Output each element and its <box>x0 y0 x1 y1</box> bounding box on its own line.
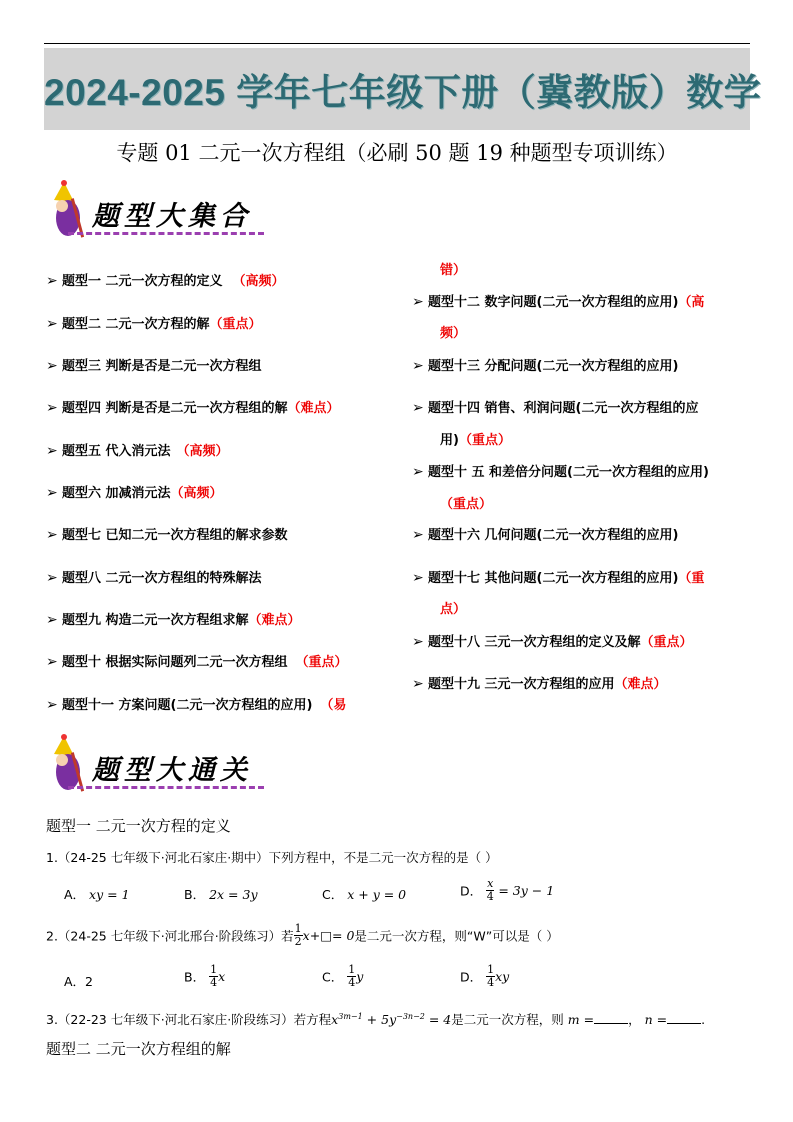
page-subtitle: 专题 01 二元一次方程组（必刷 50 题 19 种题型专项训练） <box>116 141 678 165</box>
list-item-continuation: （重点） <box>440 497 493 512</box>
list-item-continuation: 用)（重点） <box>440 433 511 448</box>
fraction: $\frac{1}{4}$ <box>487 963 495 989</box>
arrow-icon: ➢ <box>412 358 424 374</box>
option-d[interactable]: D． $\frac{x}{4}$ = 3y − 1 <box>460 877 555 903</box>
arrow-icon: ➢ <box>412 634 424 650</box>
list-item[interactable]: ➢ 题型四 判断是否是二元一次方程组的解（难点） <box>46 400 340 416</box>
title-banner <box>44 48 762 130</box>
arrow-icon: ➢ <box>46 612 58 628</box>
list-item-continuation: 频） <box>440 326 467 341</box>
arrow-icon: ➢ <box>412 570 424 586</box>
list-item-continuation: 错） <box>440 263 467 278</box>
arrow-icon: ➢ <box>46 697 58 713</box>
arrow-icon: ➢ <box>46 527 58 543</box>
list-item[interactable]: ➢ 题型十二 数字问题(二元一次方程组的应用)（高 <box>412 294 705 310</box>
option-a[interactable]: A．2 <box>64 974 94 989</box>
list-item[interactable]: ➢ 题型六 加减消元法（高频） <box>46 485 223 501</box>
list-item[interactable]: ➢ 题型十四 销售、利润问题(二元一次方程组的应 <box>412 400 699 416</box>
arrow-icon: ➢ <box>46 400 58 416</box>
arrow-icon: ➢ <box>46 443 58 459</box>
fraction: $\frac{1}{4}$ <box>348 963 356 989</box>
list-item[interactable]: ➢ 题型八 二元一次方程组的特殊解法 <box>46 570 262 586</box>
logo-underline <box>68 786 264 789</box>
top-rule <box>44 43 750 44</box>
section-logo-text: 题型大通关 <box>92 755 252 786</box>
arrow-icon: ➢ <box>412 527 424 543</box>
question-3: 3.（22-23 七年级下·河北石家庄·阶段练习）若方程$x^{3m-1} + 5y^{-3n-2} = 4$是二元一次方程，则 m = ， n = . <box>46 1011 706 1027</box>
arrow-icon: ➢ <box>412 676 424 692</box>
list-item[interactable]: ➢ 题型三 判断是否是二元一次方程组 <box>46 358 262 374</box>
arrow-icon: ➢ <box>46 273 58 289</box>
section-logo-text: 题型大集合 <box>92 201 252 232</box>
option-c[interactable]: C． x + y = 0 <box>322 887 407 902</box>
list-item[interactable]: ➢ 题型二 二元一次方程的解（重点） <box>46 316 262 332</box>
list-item[interactable]: ➢ 题型十六 几何问题(二元一次方程组的应用) <box>412 527 679 543</box>
option-d[interactable]: D． $\frac{1}{4}$ xy <box>460 963 510 989</box>
section-logo-practice <box>46 734 266 800</box>
list-item[interactable]: ➢ 题型五 代入消元法 （高频） <box>46 443 229 459</box>
fraction: $\frac{1}{2}$ <box>294 922 302 948</box>
fraction: $\frac{1}{4}$ <box>210 963 218 989</box>
logo-underline <box>68 232 264 235</box>
list-item[interactable]: ➢ 题型七 已知二元一次方程组的解求参数 <box>46 527 288 543</box>
list-item-continuation: 点） <box>440 602 467 617</box>
question-2: 2.（24-25 七年级下·河北邢台·阶段练习）若 $\frac{1}{2}$ x+□= 0是二元一次方程，则“W”可以是（ ） <box>46 922 559 948</box>
arrow-icon: ➢ <box>46 316 58 332</box>
section-heading: 题型二 二元一次方程组的解 <box>46 1040 231 1058</box>
arrow-icon: ➢ <box>46 654 58 670</box>
option-b[interactable]: B． $\frac{1}{4}$ x <box>184 963 226 989</box>
list-item[interactable]: ➢ 题型十八 三元一次方程组的定义及解（重点） <box>412 634 693 650</box>
list-item[interactable]: ➢ 题型一 二元一次方程的定义 （高频） <box>46 273 285 289</box>
arrow-icon: ➢ <box>412 294 424 310</box>
arrow-icon: ➢ <box>412 464 424 480</box>
answer-blank[interactable] <box>594 1013 628 1024</box>
section-logo-collection <box>46 180 266 246</box>
question-1: 1.（24-25 七年级下·河北石家庄·期中）下列方程中，不是二元一次方程的是（ ） <box>46 850 498 865</box>
option-c[interactable]: C． $\frac{1}{4}$ y <box>322 963 364 989</box>
arrow-icon: ➢ <box>46 570 58 586</box>
arrow-icon: ➢ <box>46 485 58 501</box>
arrow-icon: ➢ <box>46 358 58 374</box>
option-b[interactable]: B． 2x = 3y <box>184 887 258 902</box>
list-item[interactable]: ➢ 题型十七 其他问题(二元一次方程组的应用)（重 <box>412 570 705 586</box>
list-item[interactable]: ➢ 题型十一 方案问题(二元一次方程组的应用) （易 <box>46 697 347 713</box>
list-item[interactable]: ➢ 题型十 五 和差倍分问题(二元一次方程组的应用) <box>412 464 709 480</box>
list-item[interactable]: ➢ 题型九 构造二元一次方程组求解（难点） <box>46 612 301 628</box>
list-item[interactable]: ➢ 题型十九 三元一次方程组的应用（难点） <box>412 676 667 692</box>
section-heading: 题型一 二元一次方程的定义 <box>46 817 231 835</box>
option-a[interactable]: A． xy = 1 <box>64 887 130 902</box>
arrow-icon: ➢ <box>412 400 424 416</box>
banner-title: 2024-2025 学年七年级下册（冀教版）数学 <box>44 72 762 113</box>
list-item[interactable]: ➢ 题型十三 分配问题(二元一次方程组的应用) <box>412 358 679 374</box>
list-item[interactable]: ➢ 题型十 根据实际问题列二元一次方程组 （重点） <box>46 654 348 670</box>
answer-blank[interactable] <box>667 1013 701 1024</box>
fraction: $\frac{x}{4}$ <box>486 877 494 903</box>
